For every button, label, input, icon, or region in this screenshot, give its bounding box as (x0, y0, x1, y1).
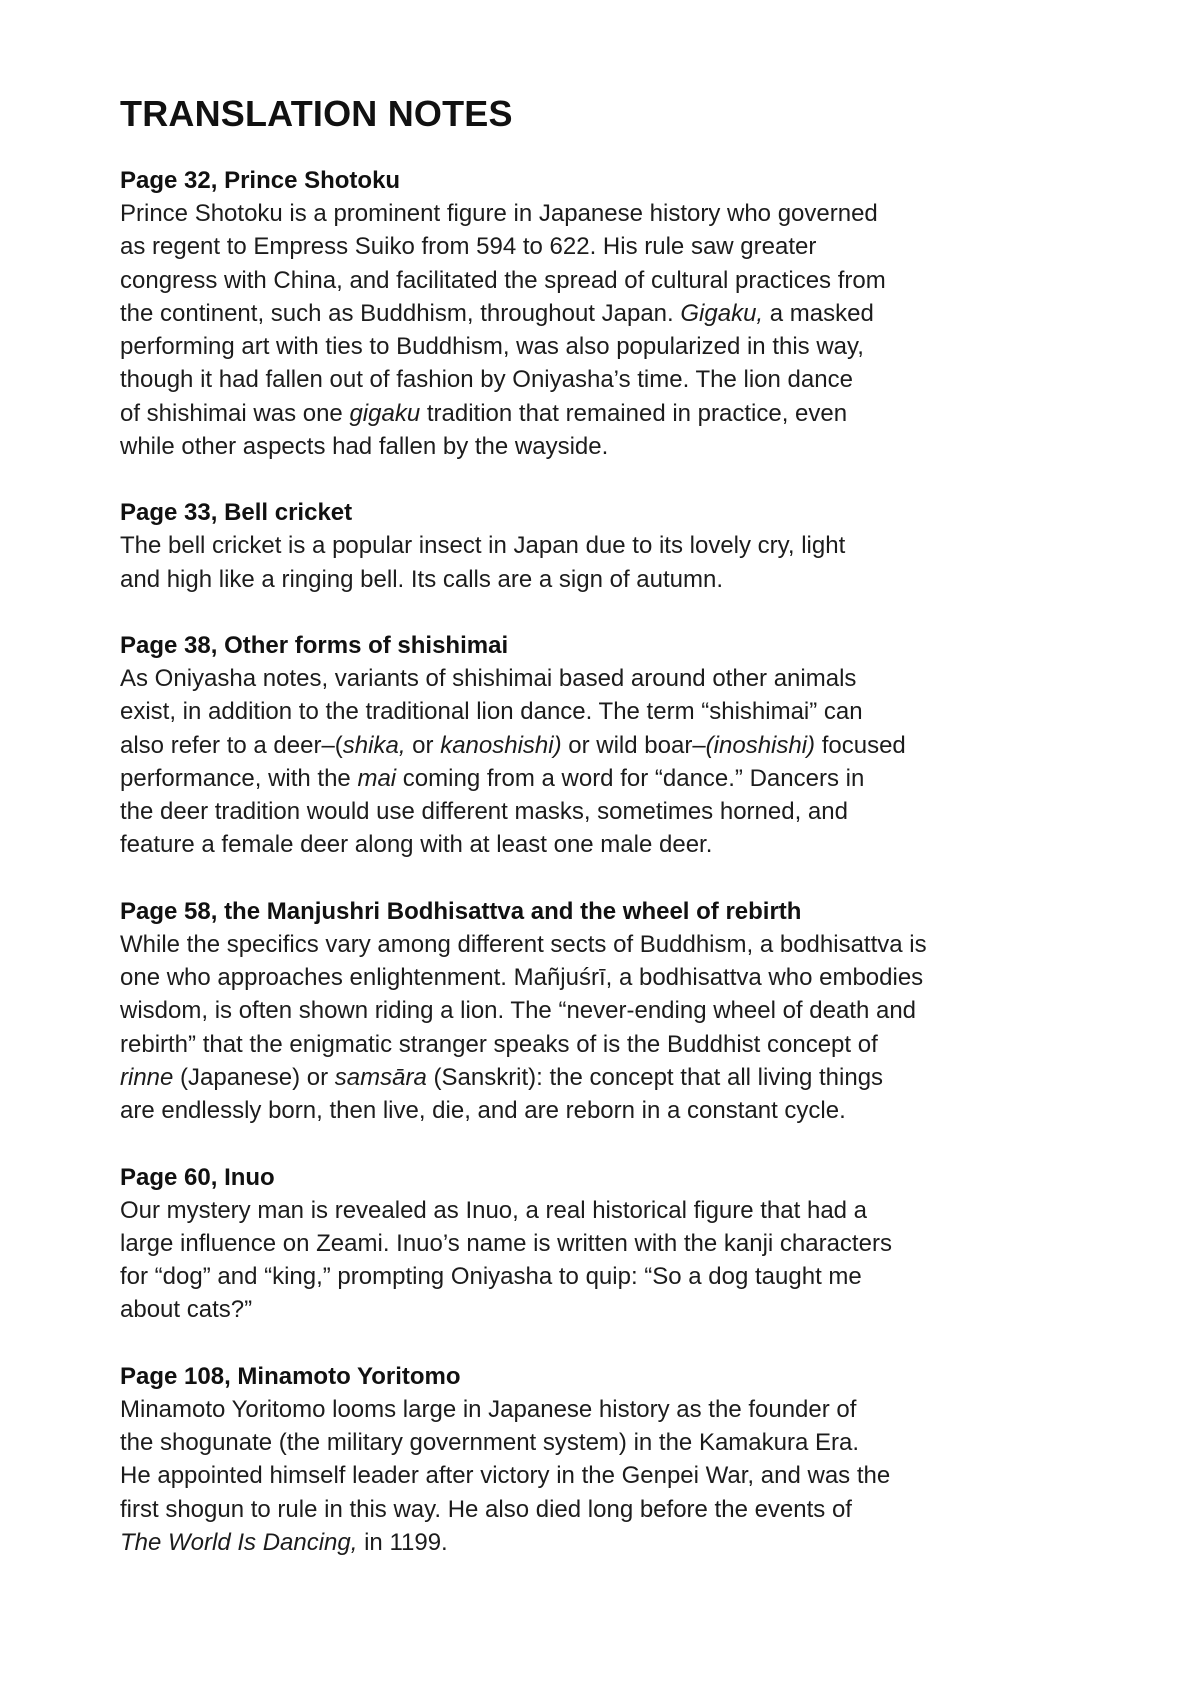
note-heading: Page 58, the Manjushri Bodhisattva and the wheel of rebirth (120, 897, 802, 925)
note-line (120, 729, 1100, 762)
note-section (120, 895, 1100, 1128)
note-line (120, 1194, 1100, 1227)
italic-term: Gigaku, (680, 299, 764, 327)
italic-term: (inoshishi) (705, 731, 816, 759)
note-heading: Page 60, Inuo (120, 1163, 275, 1191)
text-run: as regent to Empress Suiko from 594 to 622. His rule saw greater (120, 233, 817, 261)
note-line (120, 928, 1100, 961)
note-line (120, 1393, 1100, 1426)
text-run: coming from a word for “dance.” Dancers in (396, 764, 865, 792)
note-line (120, 330, 1100, 363)
note-body (120, 1393, 1100, 1559)
note-section (120, 1161, 1100, 1327)
italic-term: rinne (120, 1063, 174, 1091)
note-line (120, 297, 1100, 330)
italic-term: The World Is Dancing, (120, 1528, 358, 1556)
text-run: or (405, 731, 441, 759)
text-run: congress with China, and facilitated the spread of cultural practices from (120, 266, 886, 294)
text-run: As Oniyasha notes, variants of shishimai based around other animals (120, 664, 857, 692)
text-run: The bell cricket is a popular insect in Japan due to its lovely cry, light (120, 532, 846, 560)
text-run: in 1199. (357, 1528, 448, 1556)
note-line (120, 961, 1100, 994)
note-line (120, 1061, 1100, 1094)
note-line (120, 363, 1100, 396)
note-body (120, 1194, 1100, 1327)
italic-term: samsāra (334, 1063, 427, 1091)
note-line (120, 1459, 1100, 1492)
note-heading: Page 38, Other forms of shishimai (120, 631, 509, 659)
text-run: focused (815, 731, 906, 759)
text-run: of shishimai was one (120, 399, 350, 427)
note-line (120, 1227, 1100, 1260)
italic-term: mai (357, 764, 397, 792)
note-line (120, 795, 1100, 828)
text-run: are endlessly born, then live, die, and are reborn in a constant cycle. (120, 1097, 846, 1125)
text-run: wisdom, is often shown riding a lion. The “never-ending wheel of death and (120, 997, 917, 1025)
text-run: tradition that remained in practice, even (420, 399, 848, 427)
note-line (120, 1426, 1100, 1459)
note-section (120, 1360, 1100, 1559)
text-run: rebirth” that the enigmatic stranger speaks of is the Buddhist concept of (120, 1030, 878, 1058)
text-run: feature a female deer along with at least one male deer. (120, 831, 713, 859)
text-run: He appointed himself leader after victory in the Genpei War, and was the (120, 1462, 891, 1490)
note-line (120, 529, 1100, 562)
note-heading: Page 32, Prince Shotoku (120, 167, 401, 194)
note-section (120, 496, 1100, 596)
notes-list (120, 164, 1100, 1559)
text-run: Minamoto Yoritomo looms large in Japanese history as the founder of (120, 1395, 857, 1423)
note-line (120, 197, 1100, 230)
note-line (120, 563, 1100, 596)
text-run: the shogunate (the military government system) in the Kamakura Era. (120, 1429, 860, 1457)
note-line (120, 1094, 1100, 1127)
text-run: (Sanskrit): the concept that all living things (426, 1063, 884, 1091)
note-line (120, 397, 1100, 430)
note-line (120, 1493, 1100, 1526)
text-run: Prince Shotoku is a prominent figure in Japanese history who governed (120, 200, 878, 227)
text-run: one who approaches enlightenment. Mañjuśrī, a bodhisattva who embodies (120, 964, 924, 992)
text-run: the continent, such as Buddhism, throughout Japan. (120, 299, 681, 327)
italic-term: gigaku (349, 399, 421, 427)
text-run: first shogun to rule in this way. He also died long before the events of (120, 1495, 852, 1523)
note-line (120, 264, 1100, 297)
text-run: exist, in addition to the traditional lion dance. The term “shishimai” can (120, 698, 863, 726)
note-body (120, 928, 1100, 1128)
note-section (120, 164, 1100, 463)
text-run: though it had fallen out of fashion by Oniyasha’s time. The lion dance (120, 366, 853, 394)
text-run: performing art with ties to Buddhism, was also popularized in this way, (120, 333, 864, 361)
text-run: and high like a ringing bell. Its calls are a sign of autumn. (120, 565, 724, 593)
text-run: for “dog” and “king,” prompting Oniyasha to quip: “So a dog taught me (120, 1263, 862, 1291)
note-heading: Page 108, Minamoto Yoritomo (120, 1362, 461, 1390)
italic-term: shika, (342, 731, 406, 759)
text-run: about cats?” (120, 1296, 253, 1324)
note-line (120, 1293, 1100, 1326)
note-heading: Page 33, Bell cricket (120, 499, 353, 527)
text-run: or wild boar– (561, 731, 706, 759)
text-run: a masked (763, 299, 874, 327)
note-line (120, 662, 1100, 695)
note-line (120, 1526, 1100, 1559)
note-line (120, 1028, 1100, 1061)
translation-notes-page (120, 92, 1100, 1592)
note-section (120, 629, 1100, 862)
page-title: TRANSLATION NOTES (120, 93, 513, 134)
text-run: also refer to a deer–( (120, 731, 343, 759)
note-line (120, 230, 1100, 263)
note-line (120, 430, 1100, 463)
text-run: Our mystery man is revealed as Inuo, a real historical figure that had a (120, 1196, 868, 1224)
italic-term: kanoshishi) (440, 731, 562, 759)
note-line (120, 695, 1100, 728)
note-body (120, 197, 1100, 463)
note-body (120, 529, 1100, 596)
note-line (120, 994, 1100, 1027)
note-body (120, 662, 1100, 862)
note-line (120, 1260, 1100, 1293)
text-run: the deer tradition would use different masks, sometimes horned, and (120, 798, 848, 826)
text-run: (Japanese) or (173, 1063, 335, 1091)
text-run: large influence on Zeami. Inuo’s name is written with the kanji characters (120, 1229, 892, 1257)
text-run: While the specifics vary among different sects of Buddhism, a bodhisattva is (120, 930, 927, 958)
text-run: while other aspects had fallen by the wayside. (120, 433, 609, 461)
note-line (120, 762, 1100, 795)
text-run: performance, with the (120, 764, 358, 792)
note-line (120, 828, 1100, 861)
